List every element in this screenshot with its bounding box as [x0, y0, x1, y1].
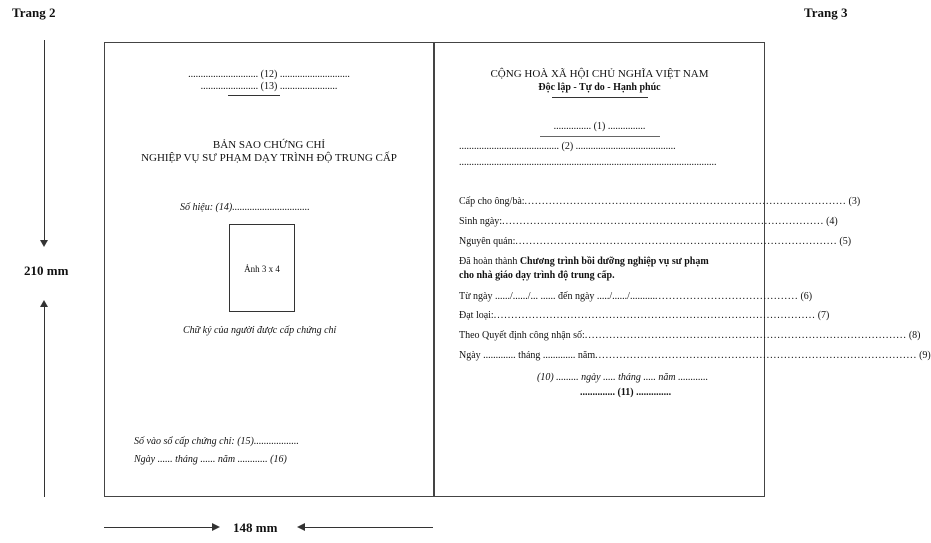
decision-row — [459, 330, 921, 341]
arrow-left-icon — [297, 523, 305, 531]
serial-number: Số hiệu: (14)............................... — [180, 202, 310, 213]
birth-date-label: Sinh ngày: — [459, 216, 503, 227]
date-range-label: Từ ngày ....../....../... ...... đến ngày ...../....../.......... — [459, 291, 655, 302]
arrow-up-icon — [40, 300, 48, 307]
certificate-title-line1: BẢN SAO CHỨNG CHỈ — [212, 139, 326, 151]
height-dimension-line-top — [44, 40, 45, 240]
recipient-row — [459, 196, 861, 207]
grade-num: (7) — [817, 310, 830, 321]
hometown-dots: ............................................................................................ — [515, 236, 838, 247]
date-range-dots: ......................................... — [654, 291, 799, 302]
decision-date-row — [459, 350, 931, 361]
recipient-label: Cấp cho ông/bà: — [459, 196, 525, 207]
page-label-right: Trang 3 — [804, 5, 848, 20]
hometown-label: Nguyên quán: — [459, 236, 516, 247]
page-label-left: Trang 2 — [12, 5, 56, 20]
field-1: ............... (1) ............... — [553, 121, 646, 132]
national-header: CỘNG HOÀ XÃ HỘI CHỦ NGHĨA VIỆT NAM — [490, 68, 709, 80]
recipient-num: (3) — [848, 196, 861, 207]
certificate-title-line2: NGHIỆP VỤ SƯ PHẠM DẠY TRÌNH ĐỘ TRUNG CẤP — [141, 152, 397, 164]
field-1-underline — [540, 136, 660, 137]
field-10: (10) ......... ngày ..... tháng ..... năm ............ — [537, 372, 709, 383]
decision-num: (8) — [908, 330, 921, 341]
recipient-dots: ............................................................................................ — [524, 196, 847, 207]
national-motto: Độc lập - Tự do - Hạnh phúc — [538, 82, 661, 93]
completion-prefix: Đã hoàn thành — [459, 256, 520, 267]
arrow-right-icon — [212, 523, 220, 531]
grade-label: Đạt loại: — [459, 310, 494, 321]
birth-date-num: (4) — [826, 216, 838, 227]
completion-line2: cho nhà giáo dạy trình độ trung cấp. — [459, 270, 615, 281]
field-2-continuation: ....................................................................................................... — [459, 157, 717, 168]
grade-dots: ............................................................................................ — [493, 310, 816, 321]
decision-date-dots: ............................................................................................ — [595, 350, 918, 361]
field-13-underline — [228, 95, 280, 96]
width-dimension-line-right — [305, 527, 433, 528]
decision-date-num: (9) — [919, 350, 931, 361]
height-dimension-label: 210 mm — [24, 263, 69, 278]
registry-number: Số vào sổ cấp chứng chỉ: (15).................. — [134, 436, 299, 447]
width-dimension-label: 148 mm — [233, 520, 278, 535]
width-dimension-line-left — [104, 527, 212, 528]
signature-caption: Chữ ký của người được cấp chứng chỉ — [183, 325, 337, 336]
field-11: .............. (11) .............. — [580, 387, 672, 398]
date-range-num: (6) — [800, 291, 813, 302]
motto-underline — [552, 97, 648, 98]
arrow-down-icon — [40, 240, 48, 247]
birth-date-dots: ............................................................................................ — [502, 216, 825, 227]
hometown-row — [459, 236, 852, 247]
hometown-num: (5) — [839, 236, 852, 247]
grade-row — [459, 310, 830, 321]
completion-program: Chương trình bồi dưỡng nghiệp vụ sư phạm — [519, 256, 709, 267]
decision-label: Theo Quyết định công nhận số: — [459, 330, 585, 341]
field-12: ............................ (12) ............................ — [188, 69, 350, 80]
height-dimension-line-bottom — [44, 307, 45, 497]
birth-date-row — [459, 216, 838, 227]
completion-line1 — [459, 256, 709, 267]
decision-dots: ............................................................................................ — [584, 330, 907, 341]
decision-date-label: Ngày ............. tháng ............. năm — [459, 350, 596, 361]
date-range-row — [459, 291, 813, 302]
field-2: ........................................ (2) ........................................ — [459, 141, 676, 152]
photo-placeholder: Ảnh 3 x 4 — [229, 224, 295, 312]
field-13: ....................... (13) ....................... — [200, 81, 338, 92]
issue-date-left: Ngày ...... tháng ...... năm ............ (16) — [134, 454, 287, 465]
